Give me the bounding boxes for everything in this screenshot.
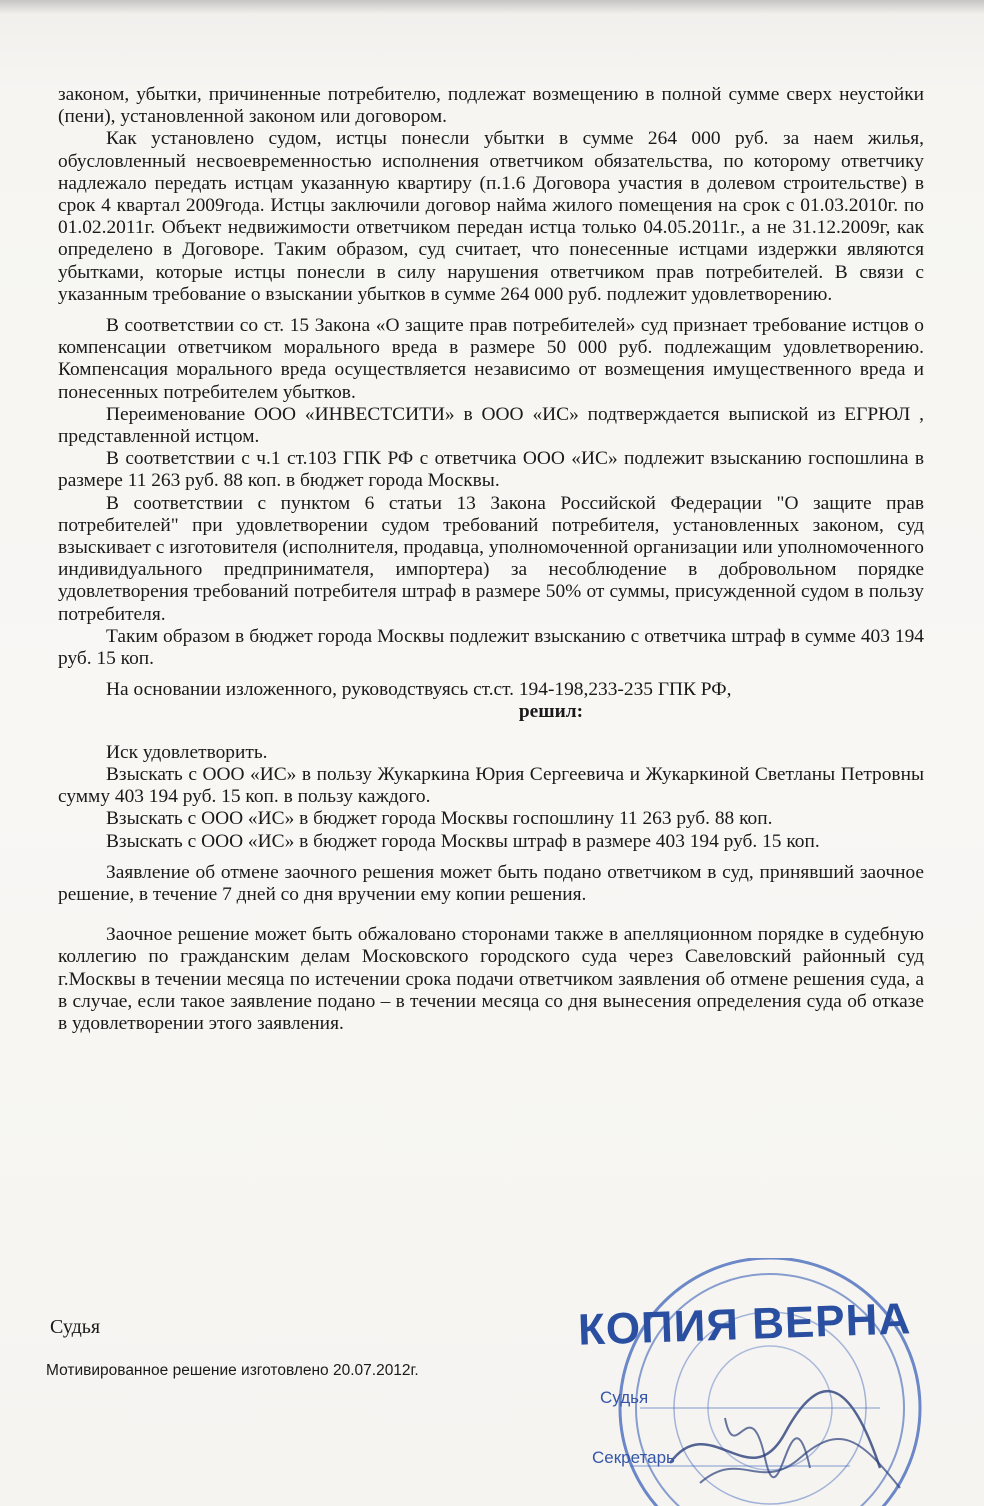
- paragraph-moral-damage: В соответствии со ст. 15 Закона «О защите прав потребителей» суд признает требование истцов о компенсации ответчиком морального вреда в размере 50 000 руб. подлежащим удовлетворению. Компенсация морального вреда осуществляется независимо от возмещения имущественного вреда и понесенных потребителем убытков.: [58, 315, 924, 403]
- stamp-copy-verified-label: КОПИЯ ВЕРНА: [577, 1294, 912, 1355]
- paragraph-legal-basis: На основании изложенного, руководствуясь ст.ст. 194-198,233-235 ГПК РФ,: [106, 679, 732, 701]
- stamp-secretary-label: Секретарь: [592, 1448, 675, 1467]
- appeal-paragraph-appeal: Заочное решение может быть обжаловано сторонами также в апелляционном порядке в судебную коллегию по гражданским делам Московского городского суда через Савеловский районный суд г.Москвы в течении месяца по истечении срока подачи ответчиком заявления об отмене решения суда, а в случае, если такое заявление подано – в течении месяца со дня вынесения определения суда об отказе в удовлетворении этого заявления.: [58, 924, 924, 1034]
- appeal-paragraph-cancel: Заявление об отмене заочного решения может быть подано ответчиком в суд, принявший заочное решение, в течение 7 дней со дня вручении ему копии решения.: [58, 861, 924, 905]
- paragraph-damages-law: законом, убытки, причиненные потребителю, подлежат возмещению в полной сумме сверх неустойки (пени), установленной законом или договором.: [58, 84, 924, 128]
- decision-item-fine: Взыскать с ООО «ИС» в бюджет города Москвы штраф в размере 403 194 руб. 15 коп.: [106, 830, 820, 852]
- paragraph-renaming: Переименование ООО «ИНВЕСТСИТИ» в ООО «ИС» подтверждается выпиской из ЕГРЮЛ , представленной истцом.: [58, 403, 924, 448]
- paragraph-rent-losses: Как установлено судом, истцы понесли убытки в сумме 264 000 руб. за наем жилья, обусловленный несвоевременностью исполнения ответчиком обязательства, по которому ответчику надлежало передать истцам указанную квартиру (п.1.6 Договора участия в долевом строительстве) в срок 4 квартал 2009года. Истцы заключили договор найма жилого помещения на срок с 01.03.2010г. по 01.02.2011г. Объект недвижимости ответчиком передан истца только 04.05.2011г., а не 31.12.2009г, как определено в Договоре. Таким образом, суд считает, что понесенные истцами издержки являются убытками, которые истцы понесли в силу нарушения ответчиком прав потребителей. В связи с указанным требование о взыскании убытков в сумме 264 000 руб. подлежит удовлетворению.: [58, 128, 924, 305]
- paragraph-penalty-law: В соответствии с пунктом 6 статьи 13 Закона Российской Федерации "О защите прав потребителей" при удовлетворении судом требований потребителя, установленных законом, суд взыскивает с изготовителя (исполнителя, продавца, уполномоченной организации или уполномоченного индивидуального предпринимателя, импортера) за несоблюдение в добровольном порядке удовлетворения требований потребителя штраф в размере 50% от суммы, присужденной судом в пользу потребителя.: [58, 492, 924, 625]
- document-body: [58, 84, 924, 1035]
- decision-item-duty: Взыскать с ООО «ИС» в бюджет города Москвы госпошлину 11 263 руб. 88 коп.: [106, 808, 773, 830]
- decision-item-award: Взыскать с ООО «ИС» в пользу Жукаркина Юрия Сергеевича и Жукаркиной Светланы Петровны сумму 403 194 руб. 15 коп. в пользу каждого.: [58, 763, 924, 808]
- decision-item-claim: Иск удовлетворить.: [106, 741, 268, 763]
- scan-edge-shadow: [0, 0, 984, 14]
- decision-heading: решил:: [518, 701, 584, 723]
- paragraph-penalty-sum: Таким образом в бюджет города Москвы подлежит взысканию с ответчика штраф в сумме 403 194 руб. 15 коп.: [58, 625, 924, 670]
- paragraph-state-duty: В соответствии с ч.1 ст.103 ГПК РФ с ответчика ООО «ИС» подлежит взысканию госпошлина в размере 11 263 руб. 88 коп. в бюджет города Москвы.: [58, 448, 924, 492]
- signature-role: Судья: [50, 1316, 101, 1338]
- stamp-judge-label: Судья: [600, 1388, 649, 1407]
- reasoned-decision-note: Мотивированное решение изготовлено 20.07.2012г.: [46, 1362, 419, 1379]
